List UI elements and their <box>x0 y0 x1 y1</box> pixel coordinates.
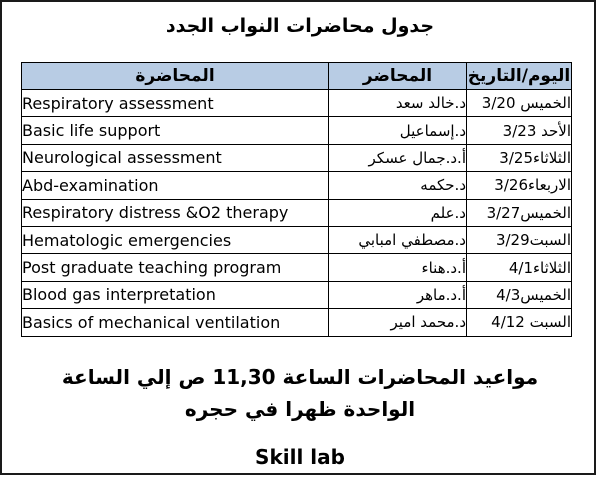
date-cell: الخميس 3/20 <box>467 90 572 117</box>
lecture-cell: Basic life support <box>22 117 329 144</box>
lecture-cell: Basics of mechanical ventilation <box>22 309 329 336</box>
lecture-cell: Blood gas interpretation <box>22 281 329 308</box>
lecture-cell: Abd-examination <box>22 172 329 199</box>
location-label: Skill lab <box>255 445 345 469</box>
table-row <box>22 309 572 336</box>
table-row <box>22 117 572 144</box>
header-lecturer: المحاضر <box>329 63 467 90</box>
lecture-cell: Hematologic emergencies <box>22 226 329 253</box>
lecturer-cell: د.علم <box>329 199 467 226</box>
schedule-time-note: مواعيد المحاضرات الساعة 11,30 ص إلي الساعة <box>61 365 539 389</box>
lecturer-cell: د.مصطفي امبابي <box>329 226 467 253</box>
schedule-table <box>21 62 572 337</box>
table-row <box>22 144 572 171</box>
date-cell: السبت 4/12 <box>467 309 572 336</box>
lecture-cell: Neurological assessment <box>22 144 329 171</box>
table-row <box>22 90 572 117</box>
lecturer-cell: أ.د.جمال عسكر <box>329 144 467 171</box>
table-row <box>22 172 572 199</box>
header-date: اليوم/التاريخ <box>467 63 572 90</box>
lecturer-cell: أ.د.ماهر <box>329 281 467 308</box>
lecture-cell: Respiratory distress &O2 therapy <box>22 199 329 226</box>
table-row <box>22 199 572 226</box>
lecture-cell: Post graduate teaching program <box>22 254 329 281</box>
lecturer-cell: د.إسماعيل <box>329 117 467 144</box>
date-cell: السبت3/29 <box>467 226 572 253</box>
date-cell: الخميس3/27 <box>467 199 572 226</box>
date-cell: الأحد 3/23 <box>467 117 572 144</box>
date-cell: الثلاثاء4/1 <box>467 254 572 281</box>
page-title: جدول محاضرات النواب الجدد <box>165 15 435 37</box>
lecturer-cell: أ.د.هناء <box>329 254 467 281</box>
lecturer-cell: د.خالد سعد <box>329 90 467 117</box>
lecturer-cell: د.حكمه <box>329 172 467 199</box>
header-row <box>22 63 572 90</box>
table-row <box>22 226 572 253</box>
schedule-place-note: الواحدة ظهرا في حجره <box>184 397 416 421</box>
date-cell: الاربعاء3/26 <box>467 172 572 199</box>
lecture-cell: Respiratory assessment <box>22 90 329 117</box>
table-row <box>22 254 572 281</box>
table-row <box>22 281 572 308</box>
date-cell: الخميس4/3 <box>467 281 572 308</box>
date-cell: الثلاثاء3/25 <box>467 144 572 171</box>
lecturer-cell: د.محمد امير <box>329 309 467 336</box>
header-lecture: المحاضرة <box>22 63 329 90</box>
